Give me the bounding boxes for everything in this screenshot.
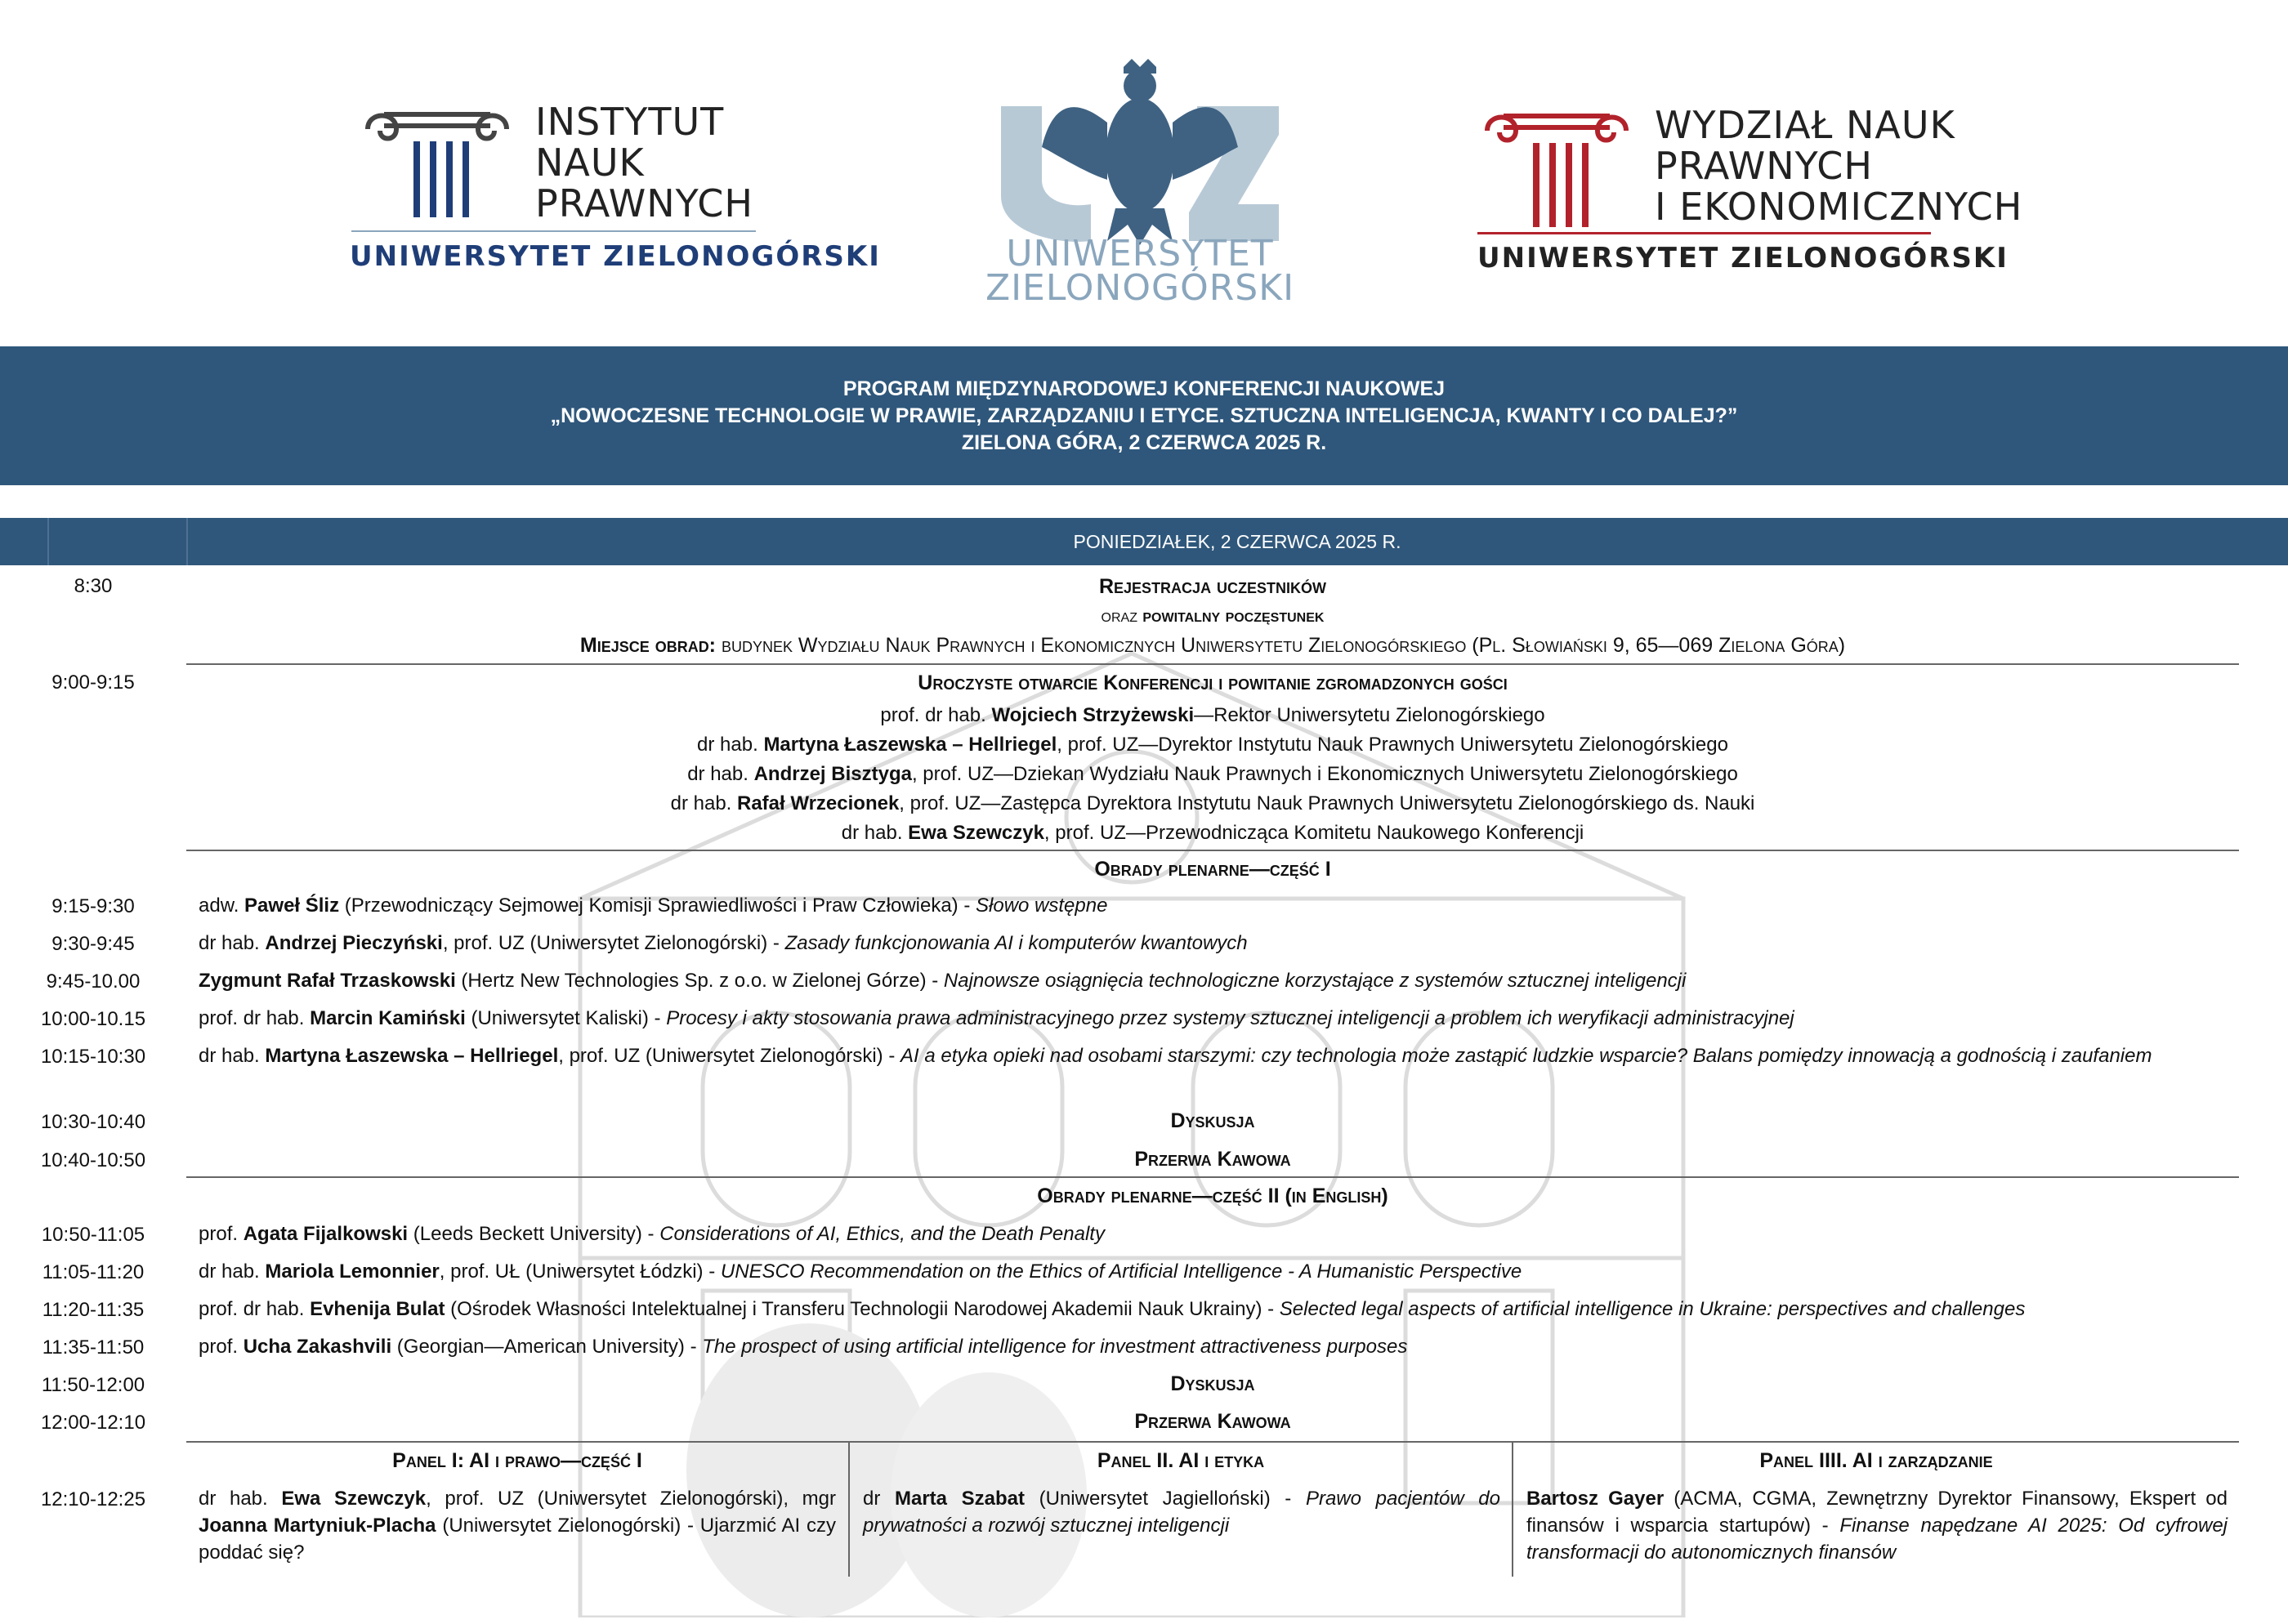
opening-speaker: dr hab. Ewa Szewczyk, prof. UZ—Przewodnicząca Komitetu Naukowego Konferencji [841, 822, 1584, 844]
registration-sub [186, 605, 2239, 627]
discussion-label: Dyskusja [1170, 1109, 1255, 1132]
time-cell: 10:15-10:30 [40, 1046, 146, 1068]
plenary1-title-text: Obrady plenarne—część I [1094, 858, 1331, 881]
uz-logo-line1: UNIWERSYTET [1006, 233, 1274, 274]
banner-line3: ZIELONA GÓRA, 2 CZERWCA 2025 R. [961, 431, 1327, 454]
opening-title-text: Uroczyste otwarcie Konferencji i powitanie zgromadzonych gości [918, 671, 1508, 694]
venue-label: Miejsce obrad: [579, 634, 717, 657]
right-logo-text [1655, 105, 2022, 227]
time-cell: 10:00-10.15 [40, 1008, 146, 1030]
registration-sub-prefix: oraz [1101, 605, 1143, 626]
row-divider [186, 850, 2239, 851]
left-logo-text [535, 101, 753, 224]
panel1-header: Panel I: AI i prawo—część I [392, 1449, 642, 1472]
plenary2-title-text: Obrady plenarne—część II (in English) [1037, 1185, 1388, 1207]
day-header-separator [47, 518, 49, 565]
opening-speakers [186, 701, 2239, 848]
title-banner [0, 346, 2288, 485]
panel2-header: Panel II. AI i etyka [1097, 1449, 1265, 1472]
column-logo-icon [360, 105, 515, 219]
row-divider [186, 1441, 2239, 1443]
row-divider [186, 663, 2239, 665]
talk-row: dr hab. Mariola Lemonnier, prof. UŁ (Uniwersytet Łódzki) - UNESCO Recommendation on the Ethics of Artificial Intelligence - A Humanistic Perspective [199, 1260, 1522, 1283]
registration-title [186, 575, 2239, 599]
venue-text: budynek Wydziału Nauk Prawnych i Ekonomicznych Uniwersytetu Zielonogórskiego (Pl. Słowiański 9, 65—069 Zielona Góra) [716, 634, 1846, 657]
time-cell: 12:10-12:25 [40, 1488, 146, 1510]
uz-logo-wordmark [976, 233, 1303, 309]
row-divider [186, 1176, 2239, 1178]
right-logo-university: UNIWERSYTET ZIELONOGÓRSKI [1477, 242, 2009, 274]
time-cell: 9:15-9:30 [51, 895, 135, 917]
registration-sub-bold: powitalny poczęstunek [1142, 605, 1325, 626]
talk-row: prof. dr hab. Marcin Kamiński (Uniwersytet Kaliski) - Procesy i akty stosowania prawa administracyjnego przez systemy sztucznej inteligencji a problem ich weryfikacji administracyjnej [199, 1007, 1794, 1029]
time-cell: 10:30-10:40 [40, 1111, 146, 1133]
panel1-talk: dr hab. Ewa Szewczyk, prof. UZ (Uniwersytet Zielonogórski), mgr Joanna Martyniuk-Placha (Uniwersytet Zielonogórski) - Ujarzmić AI czy poddać się? [199, 1488, 837, 1564]
opening-speaker: dr hab. Martyna Łaszewska – Hellriegel, prof. UZ—Dyrektor Instytutu Nauk Prawnych Uniwersytetu Zielonogórskiego [697, 734, 1728, 756]
time-cell: 12:00-12:10 [40, 1412, 146, 1434]
venue-line [186, 634, 2239, 658]
day-header [0, 518, 2288, 565]
talk-row: adw. Paweł Śliz (Przewodniczący Sejmowej Komisji Sprawiedliwości i Praw Człowieka) - Słowo wstępne [199, 895, 1108, 917]
left-logo-divider [351, 230, 756, 232]
time-cell: 11:20-11:35 [42, 1299, 145, 1321]
discussion-label: Dyskusja [1170, 1372, 1255, 1395]
panel2-talk: dr Marta Szabat (Uniwersytet Jagielloński) - Prawo pacjentów do prywatności a rozwój sztucznej inteligencji [863, 1488, 1500, 1537]
uz-logo-line2: ZIELONOGÓRSKI [985, 267, 1295, 309]
panel3-header: Panel IIII. AI i zarządzanie [1759, 1449, 1993, 1472]
time-cell: 9:30-9:45 [51, 933, 135, 955]
talk-row: prof. dr hab. Evhenija Bulat (Ośrodek Własności Intelektualnej i Transferu Technologii Narodowej Akademii Nauk Ukrainy) - Selected legal aspects of artificial intelligence in Ukraine: perspectives and challenges [199, 1298, 2026, 1320]
plenary2-title [186, 1185, 2239, 1208]
break-label: Przerwa Kawowa [1134, 1410, 1291, 1433]
time-cell: 8:30 [74, 575, 113, 597]
time-cell: 9:00-9:15 [51, 671, 135, 694]
talk-row: Zygmunt Rafał Trzaskowski (Hertz New Technologies Sp. z o.o. w Zielonej Górze) - Najnowsze osiągnięcia technologiczne korzystające z systemów sztucznej inteligencji [199, 970, 1687, 992]
opening-speaker: dr hab. Andrzej Bisztyga, prof. UZ—Dziekan Wydziału Nauk Prawnych i Ekonomicznych Uniwersytetu Zielonogórskiego [687, 763, 1738, 785]
time-cell: 11:50-12:00 [41, 1374, 145, 1396]
panel3-talk: Bartosz Gayer (ACMA, CGMA, Zewnętrzny Dyrektor Finansowy, Ekspert od finansów i wsparcia startupów) - Finanse napędzane AI 2025: Od cyfrowej transformacji do autonomicznych finansów [1526, 1488, 2228, 1564]
talk-row: prof. Agata Fijalkowski (Leeds Beckett University) - Considerations of AI, Ethics, and the Death Penalty [199, 1223, 1105, 1245]
right-logo-line3: I EKONOMICZNYCH [1655, 185, 2023, 229]
talk-row: dr hab. Martyna Łaszewska – Hellriegel, prof. UZ (Uniwersytet Zielonogórski) - AI a etyka opieki nad osobami starszymi: czy technologia może zastąpić ludzkie wsparcie? Balans pomiędzy innowacją a godnością i zaufaniem [199, 1045, 2152, 1067]
time-cell: 10:50-11:05 [41, 1224, 145, 1246]
right-logo-divider [1477, 232, 1931, 234]
opening-speaker: prof. dr hab. Wojciech Strzyżewski—Rektor Uniwersytetu Zielonogórskiego [880, 704, 1545, 726]
opening-speaker: dr hab. Rafał Wrzecionek, prof. UZ—Zastępca Dyrektora Instytutu Nauk Prawnych Uniwersytetu Zielonogórskiego ds. Nauki [670, 792, 1755, 814]
plenary1-title [186, 858, 2239, 881]
time-cell: 9:45-10.00 [46, 970, 141, 993]
banner-line2: „NOWOCZESNE TECHNOLOGIE W PRAWIE, ZARZĄDZANIU I ETYCE. SZTUCZNA INTELIGENCJA, KWANTY I CO DALEJ?” [550, 404, 1738, 427]
uz-eagle-logo-icon [993, 57, 1287, 253]
talk-row: dr hab. Andrzej Pieczyński, prof. UZ (Uniwersytet Zielonogórski) - Zasady funkcjonowania AI i komputerów kwantowych [199, 932, 1248, 954]
talk-row: prof. Ucha Zakashvili (Georgian—American University) - The prospect of using artificial intelligence for investment attractiveness purposes [199, 1336, 1408, 1358]
banner-line1: PROGRAM MIĘDZYNARODOWEJ KONFERENCJI NAUKOWEJ [842, 377, 1446, 400]
left-logo-line2: NAUK [535, 141, 645, 185]
column-logo-red-icon [1479, 106, 1634, 229]
right-logo-line2: PRAWNYCH [1655, 144, 1873, 188]
day-header-label: PONIEDZIAŁEK, 2 CZERWCA 2025 R. [1073, 531, 1401, 552]
time-cell: 11:05-11:20 [42, 1261, 145, 1283]
opening-title [186, 671, 2239, 695]
registration-title-text: Rejestracja uczestników [1098, 575, 1327, 598]
break-label: Przerwa Kawowa [1134, 1148, 1291, 1171]
time-cell: 10:40-10:50 [40, 1149, 146, 1171]
left-logo-line3: PRAWNYCH [535, 181, 753, 225]
left-logo-line1: INSTYTUT [535, 100, 725, 144]
right-logo-line1: WYDZIAŁ NAUK [1655, 103, 1955, 147]
left-logo-university: UNIWERSYTET ZIELONOGÓRSKI [350, 240, 881, 273]
time-cell: 11:35-11:50 [42, 1336, 145, 1359]
